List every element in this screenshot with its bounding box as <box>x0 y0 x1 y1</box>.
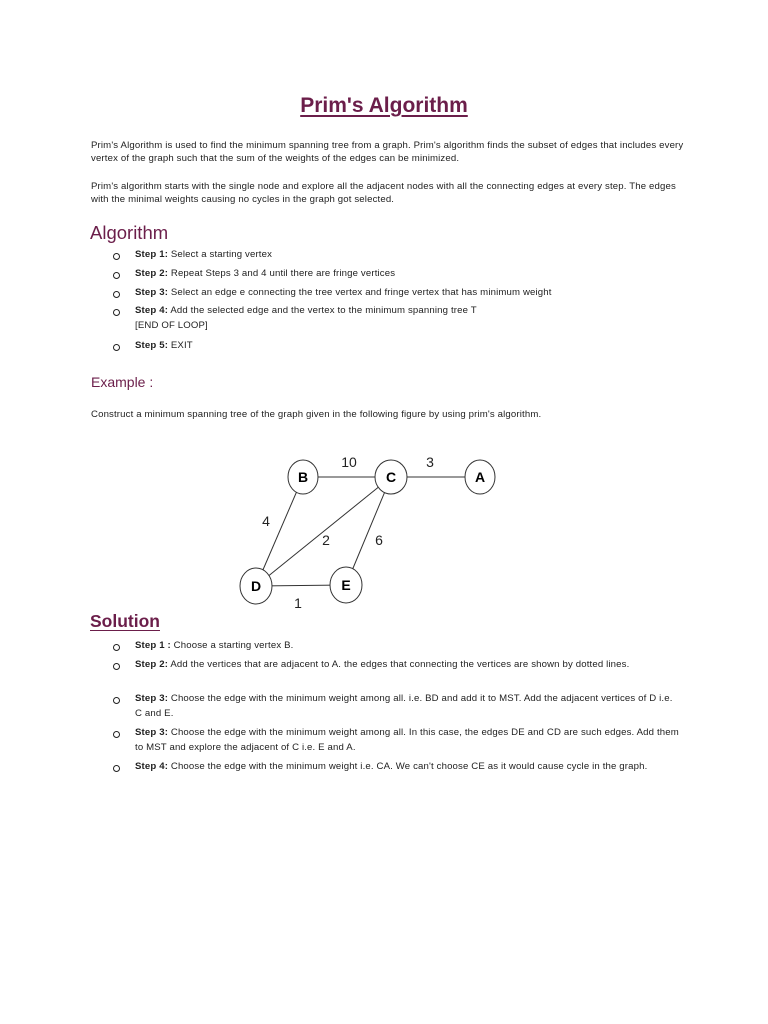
example-text: Construct a minimum spanning tree of the graph given in the following figure by using prim's algorithm. <box>91 409 542 420</box>
step-text: Repeat Steps 3 and 4 until there are fringe vertices <box>168 268 396 279</box>
graph-figure <box>230 448 510 618</box>
page-title: Prim's Algorithm <box>300 94 468 117</box>
node-c <box>375 460 407 494</box>
step-text: Select a starting vertex <box>168 249 273 260</box>
bullet-icon <box>113 697 120 704</box>
weight-dc: 2 <box>322 532 330 548</box>
bullet-icon <box>113 253 120 260</box>
bullet-icon <box>113 731 120 738</box>
step-label: Step 1 : <box>135 640 171 651</box>
step-text: Choose the edge with the minimum weight i.e. CA. We can't choose CE as it would cause cycle in the graph. <box>168 761 648 772</box>
step-text: Select an edge e connecting the tree vertex and fringe vertex that has minimum weight <box>168 287 552 298</box>
svg-text:B: B <box>297 469 309 485</box>
solution-heading: Solution <box>90 611 160 631</box>
bullet-icon <box>113 272 120 279</box>
step-label: Step 3: <box>135 693 169 704</box>
svg-text:C: C <box>385 469 397 485</box>
weight-bd: 4 <box>262 513 270 529</box>
step-label: Step 2: <box>135 659 169 670</box>
svg-text:A: A <box>474 469 486 485</box>
step-text: Choose the edge with the minimum weight among all. In this case, the edges DE and CD are such edges. Add them to MST and explore the adjacent of C i.e. E and A. <box>135 727 679 753</box>
step-text: Choose the edge with the minimum weight among all. i.e. BD and add it to MST. Add the adjacent vertices of D i.e. C and E. <box>135 693 673 719</box>
node-e <box>330 567 362 603</box>
weight-ca: 3 <box>426 454 434 470</box>
step-text: Add the selected edge and the vertex to the minimum spanning tree T <box>168 305 477 316</box>
step-text: Add the vertices that are adjacent to A. the edges that connecting the vertices are shown by dotted lines. <box>168 659 630 670</box>
node-a <box>465 460 495 494</box>
svg-text:D: D <box>250 578 262 594</box>
node-b <box>288 460 318 494</box>
bullet-icon <box>113 344 120 351</box>
step-label: Step 4: <box>135 761 169 772</box>
step-text: EXIT <box>168 340 193 351</box>
step-text: Choose a starting vertex B. <box>170 640 294 651</box>
bullet-icon <box>113 309 120 316</box>
bullet-icon <box>113 765 120 772</box>
intro-paragraph-2: Prim's algorithm starts with the single node and explore all the adjacent nodes with all the connecting edges at every step. The edges with the minimal weights causing no cycles in the graph got selected. <box>91 181 676 205</box>
step-label: Step 2: <box>135 268 169 279</box>
node-d <box>240 568 272 604</box>
step-label: Step 1: <box>135 249 169 260</box>
bullet-icon <box>113 644 120 651</box>
weight-ec: 6 <box>375 532 383 548</box>
step-label: Step 4: <box>135 305 169 316</box>
step-label: Step 3: <box>135 727 169 738</box>
step-label: Step 5: <box>135 340 169 351</box>
weight-de: 1 <box>294 595 302 611</box>
intro-paragraph-1: Prim's Algorithm is used to find the minimum spanning tree from a graph. Prim's algorithm finds the subset of edges that includes every vertex of the graph such that the sum of the weights of the edges can be minimized. <box>91 140 684 164</box>
example-heading: Example : <box>91 374 154 390</box>
svg-text:E: E <box>341 577 351 593</box>
step-label: Step 3: <box>135 287 169 298</box>
bullet-icon <box>113 663 120 670</box>
algorithm-heading: Algorithm <box>90 222 169 243</box>
bullet-icon <box>113 291 120 298</box>
weight-bc: 10 <box>341 454 357 470</box>
end-of-loop-text: [END OF LOOP] <box>135 320 208 331</box>
